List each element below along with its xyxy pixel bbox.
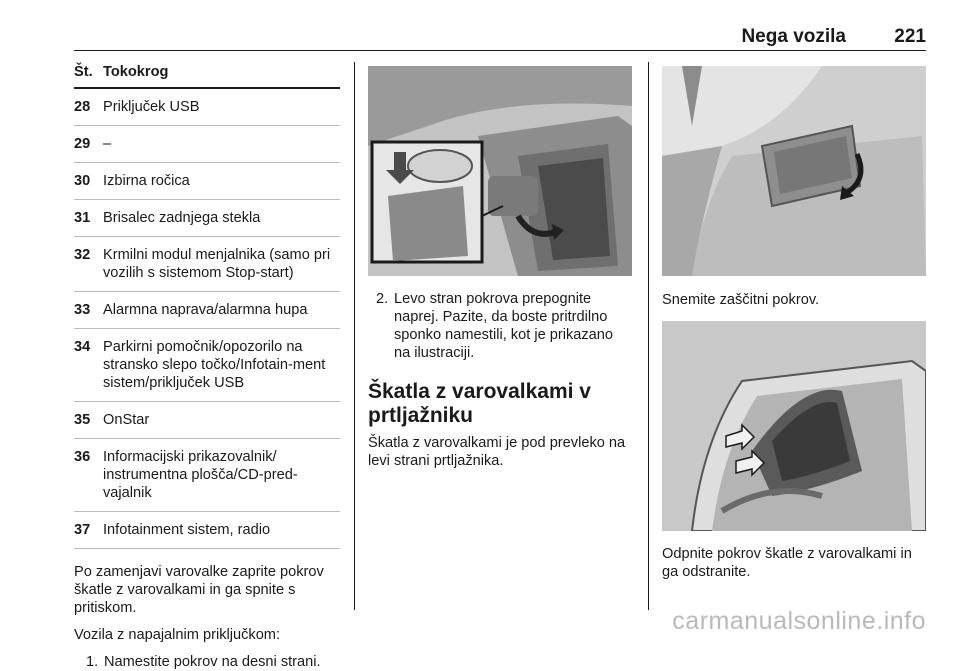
table-row xyxy=(74,448,340,512)
figure-trunk-cover xyxy=(662,66,926,276)
table-row xyxy=(74,172,340,200)
col-num-header: Št. xyxy=(74,64,93,80)
fuse-circuit: Alarmna naprava/alarmna hupa xyxy=(103,302,308,318)
fuse-number: 28 xyxy=(74,99,91,115)
column-middle xyxy=(368,66,632,479)
col-circuit-header: Tokokrog xyxy=(103,64,169,80)
fuse-number: 34 xyxy=(74,339,91,355)
paragraph-close-cover: Po zamenjavi varovalke zaprite pokrov škatle z varovalkami in ga spnite s pritiskom. xyxy=(74,564,324,616)
step-text: Namestite pokrov na desni strani. xyxy=(104,654,321,670)
fuse-circuit: Parkirni pomočnik/opozorilo na stransko slepo točko/Infotain-ment sistem/priključek USB xyxy=(103,339,326,391)
caption-remove-cover: Snemite zaščitni pokrov. xyxy=(662,292,820,308)
fuse-number: 35 xyxy=(74,412,91,428)
column-divider xyxy=(648,62,649,610)
table-row xyxy=(74,98,340,126)
table-row xyxy=(74,246,340,292)
paragraph-trunk-fusebox: Škatla z varovalkami je pod prevleko na levi strani prtljažnika. xyxy=(368,435,626,469)
page-number: 221 xyxy=(894,26,926,47)
watermark: carmanualsonline.info xyxy=(672,607,926,635)
caption-unclip-fusebox: Odpnite pokrov škatle z varovalkami in ga odstranite. xyxy=(662,546,912,580)
console-illustration xyxy=(368,66,632,276)
table-row xyxy=(74,135,340,163)
section-heading: Škatla z varovalkami v prtljažniku xyxy=(368,380,591,427)
trunk-illustration xyxy=(662,66,926,276)
table-row xyxy=(74,521,340,549)
fuse-circuit: OnStar xyxy=(103,412,150,428)
step-number: 2. xyxy=(376,291,389,307)
fuse-circuit: Brisalec zadnjega stekla xyxy=(103,210,261,226)
column-left xyxy=(74,63,340,671)
column-divider xyxy=(354,62,355,610)
table-row xyxy=(74,411,340,439)
fuse-number: 30 xyxy=(74,173,91,189)
step-number: 1. xyxy=(86,654,99,670)
fuse-table-header xyxy=(74,63,340,89)
fuse-number: 37 xyxy=(74,522,91,538)
fuse-number: 33 xyxy=(74,302,91,318)
page-header xyxy=(74,20,926,51)
table-row xyxy=(74,301,340,329)
fuse-circuit: Infotainment sistem, radio xyxy=(103,522,271,538)
figure-console-fuse-cover xyxy=(368,66,632,276)
column-right xyxy=(662,66,926,590)
figure-fusebox-clips xyxy=(662,321,926,531)
table-row xyxy=(74,209,340,237)
fuse-circuit: Informacijski prikazovalnik/ instrumentna plošča/CD-pred-vajalnik xyxy=(103,449,298,501)
fuse-number: 32 xyxy=(74,247,91,263)
table-row xyxy=(74,338,340,402)
fuse-circuit: – xyxy=(103,136,112,152)
step-2 xyxy=(368,290,632,362)
fuse-number: 31 xyxy=(74,210,91,226)
paragraph-power-outlet: Vozila z napajalnim priključkom: xyxy=(74,627,281,643)
step-1 xyxy=(74,653,340,671)
step-text: Levo stran pokrova prepognite naprej. Pazite, da boste pritrdilno sponko namestili, kot je prikazano na ilustraciji. xyxy=(394,291,614,361)
fusebox-illustration xyxy=(662,321,926,531)
section-title: Nega vozila xyxy=(741,26,846,47)
fuse-number: 36 xyxy=(74,449,91,465)
fuse-number: 29 xyxy=(74,136,91,152)
fuse-circuit: Priključek USB xyxy=(103,99,200,115)
fuse-circuit: Krmilni modul menjalnika (samo pri vozilih s sistemom Stop-start) xyxy=(103,247,331,281)
fuse-circuit: Izbirna ročica xyxy=(103,173,190,189)
